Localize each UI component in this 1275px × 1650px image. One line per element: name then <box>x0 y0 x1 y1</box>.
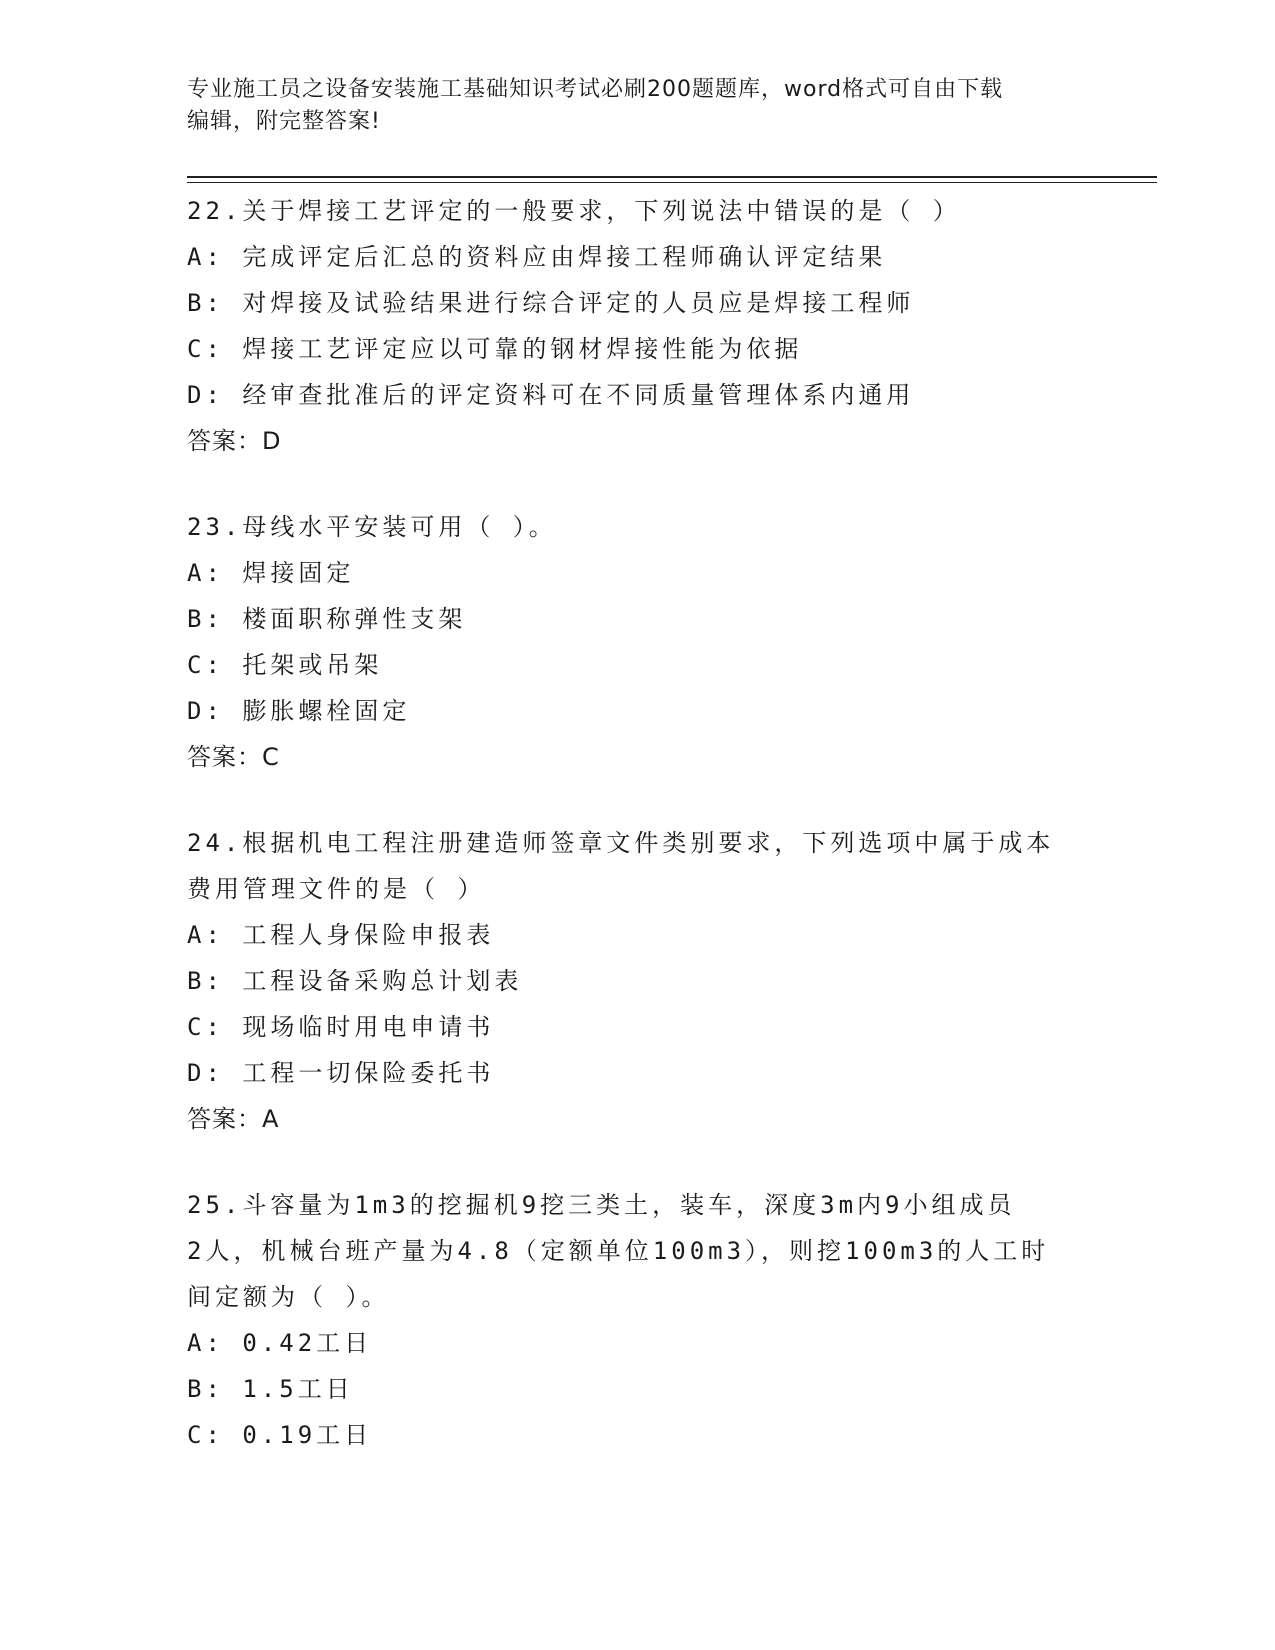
answer-line: 答案：A <box>187 1105 280 1133</box>
option-c: C: 现场临时用电申请书 <box>187 1013 495 1041</box>
option-a: A: 工程人身保险申报表 <box>187 921 495 949</box>
answer-line: 答案：D <box>187 427 282 455</box>
question-stem-line-2: 2人，机械台班产量为4.8（定额单位100m3），则挖100m3的人工时 <box>187 1237 1050 1265</box>
header-divider-thick <box>187 176 1157 178</box>
question-25 <box>187 1182 1107 1458</box>
question-23 <box>187 504 1107 780</box>
option-a: A: 完成评定后汇总的资料应由焊接工程师确认评定结果 <box>187 243 887 271</box>
option-d: D: 工程一切保险委托书 <box>187 1059 495 1087</box>
option-a: A: 0.42工日 <box>187 1329 373 1357</box>
option-c: C: 托架或吊架 <box>187 651 383 679</box>
question-stem-line-2: 费用管理文件的是（ ） <box>187 875 486 903</box>
option-a: A: 焊接固定 <box>187 559 355 587</box>
option-c: C: 焊接工艺评定应以可靠的钢材焊接性能为依据 <box>187 335 803 363</box>
option-d: D: 膨胀螺栓固定 <box>187 697 411 725</box>
option-b: B: 对焊接及试验结果进行综合评定的人员应是焊接工程师 <box>187 289 915 317</box>
question-stem-line-1: 25.斗容量为1m3的挖掘机9挖三类土，装车，深度3m内9小组成员 <box>187 1191 1016 1219</box>
option-b: B: 工程设备采购总计划表 <box>187 967 523 995</box>
header-divider-thin <box>187 182 1157 183</box>
option-c: C: 0.19工日 <box>187 1421 373 1449</box>
question-stem-line-1: 24.根据机电工程注册建造师签章文件类别要求，下列选项中属于成本 <box>187 829 1055 857</box>
question-22 <box>187 188 1107 464</box>
option-b: B: 楼面职称弹性支架 <box>187 605 467 633</box>
option-b: B: 1.5工日 <box>187 1375 354 1403</box>
question-24 <box>187 820 1107 1142</box>
document-header <box>187 74 1087 138</box>
question-stem: 23.母线水平安装可用（ ）。 <box>187 513 557 541</box>
answer-line: 答案：C <box>187 743 280 771</box>
question-stem-line-3: 间定额为（ ）。 <box>187 1283 390 1311</box>
question-stem: 22.关于焊接工艺评定的一般要求，下列说法中错误的是（ ） <box>187 197 961 225</box>
header-line-1: 专业施工员之设备安装施工基础知识考试必刷200题题库，word格式可自由下载 <box>187 77 1004 102</box>
question-list <box>187 188 1107 1498</box>
option-d: D: 经审查批准后的评定资料可在不同质量管理体系内通用 <box>187 381 915 409</box>
header-line-2: 编辑，附完整答案! <box>187 109 381 134</box>
